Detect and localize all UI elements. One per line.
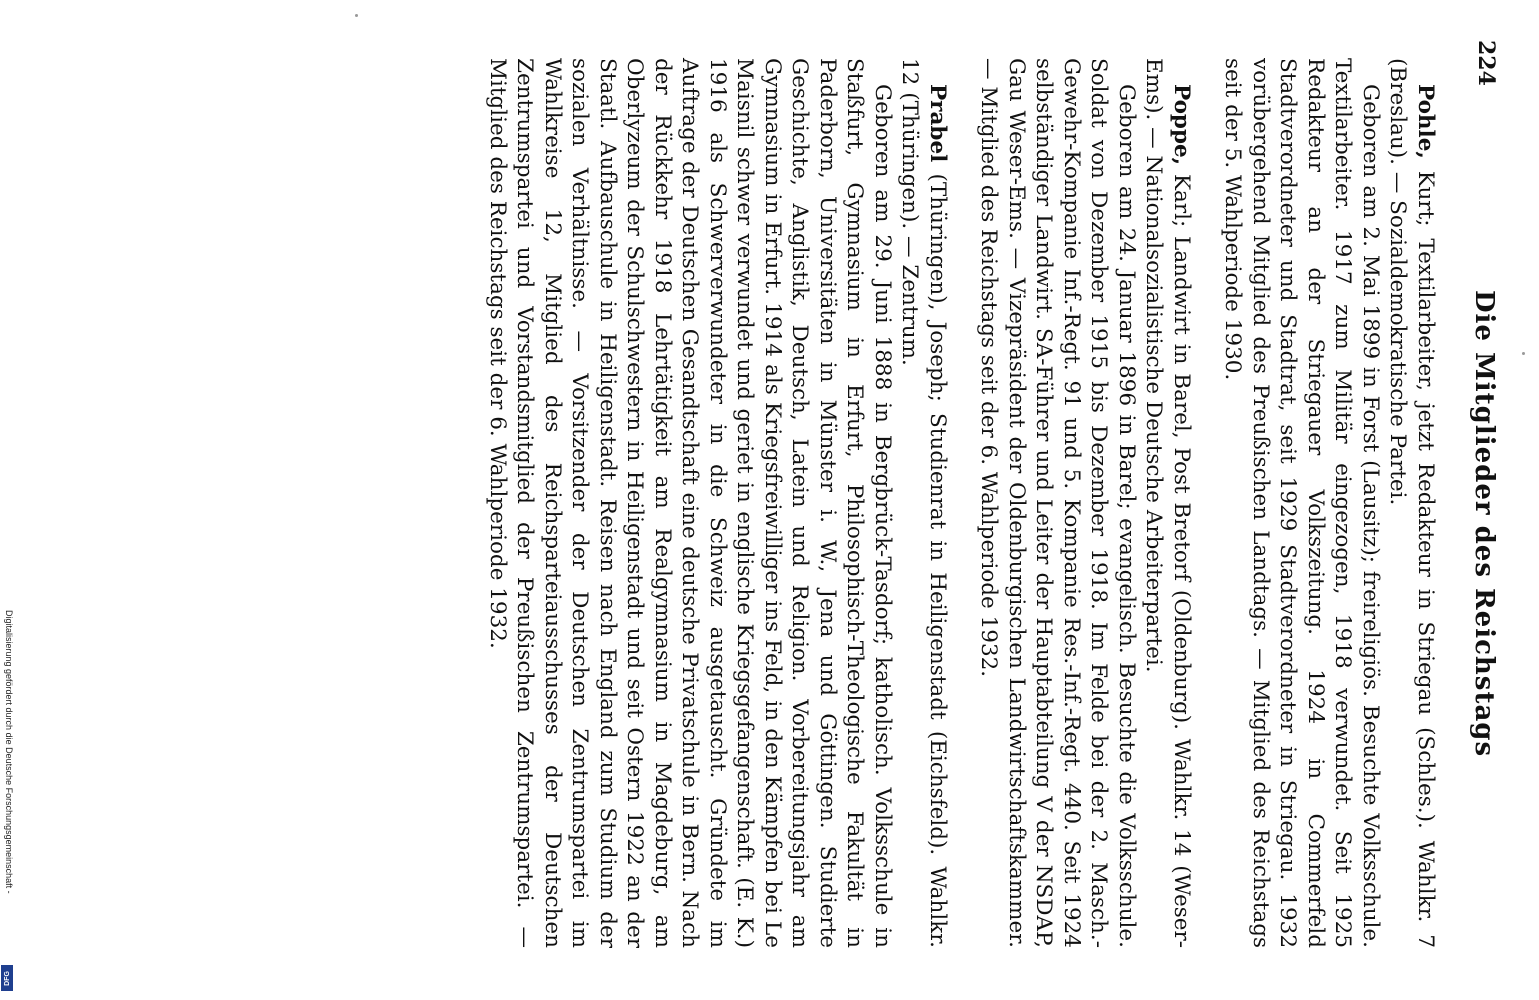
entry-head-text: Kurt; Textilarbeiter, jetzt Redakteur in Striegau (Schles.). Wahlkr. 7 (Breslau). — Sozialdemokratische Partei. xyxy=(1385,58,1438,948)
dfg-logo xyxy=(1,965,13,991)
entry-prabel xyxy=(484,58,952,948)
entry-head-text: Karl; Landwirt in Barel, Post Bretorf (Oldenburg). Wahlkr. 14 (Weser-Ems). — Nationalsozialistische Deutsche Arbeiterpartei. xyxy=(1141,58,1194,948)
entry-poppe xyxy=(975,58,1195,948)
entry-head-text: (Thüringen), Joseph; Studienrat in Heiligenstadt (Eichsfeld). Wahlkr. 12 (Thüringen). — Zentrum. xyxy=(897,58,950,948)
scan-speck xyxy=(355,14,358,17)
entry-biography: Geboren am 24. Januar 1896 in Barel; evangelisch. Besuchte die Volksschule. Soldat von Dezember 1915 bis Dezember 1918. Im Felde bei der 2. Masch.-Gewehr-Kompanie Inf.-Regt. 91 und 5. Kompanie Res.-Inf.-Regt. 440. Seit 1924 selbständiger Landwirt. SA-Führer und Leiter der Hauptabteilung V der NSDAP, Gau Weser-Ems. — Vizepräsident der Oldenburgischen Landwirtschaftskammer. — Mitglied des Reichstags seit der 6. Wahlperiode 1932. xyxy=(976,58,1139,948)
entry-heading xyxy=(1140,58,1195,948)
entry-heading xyxy=(896,58,951,948)
entry-heading xyxy=(1384,58,1439,948)
entry-name: Poppe, xyxy=(1169,84,1194,166)
entry-biography: Geboren am 2. Mai 1899 in Forst (Lausitz); freireligiös. Besuchte Volksschule. Textilarbeiter. 1917 zum Militär eingezogen, 1918 verwundet. Seit 1925 Redakteur an der Striegauer Volkszeitung. 1924 in Commerfeld Stadtverordneter und Stadtrat, seit 1929 Stadtverordneter in Striegau. 1932 vorübergehend Mitglied des Preußischen Landtags. — Mitglied des Reichstags seit der 5. Wahlperiode 1930. xyxy=(1220,58,1383,948)
page-header xyxy=(1459,0,1499,1000)
funding-notice: Digitalisierung gefördert durch die Deutsche Forschungsgemeinschaft - xyxy=(4,610,14,894)
entry-biography: Geboren am 29. Juni 1888 in Bergbrück-Tasdorf; katholisch. Volksschule in Staßfurt, Gymnasium in Erfurt, Philosophisch-Theologische Fakultät in Paderborn, Universitäten in Münster i. W., Jena und Göttingen. Studierte Geschichte, Anglistik, Deutsch, Latein und Religion. Vorbereitungsjahr am Gymnasium in Erfurt. 1914 als Kriegsfreiwilliger ins Feld, in den Kämpfen bei Le Maisnil schwer verwundet und geriet in englische Kriegsgefangenschaft. (E. K.) 1916 als Schwerverwundeter in die Schweiz ausgetauscht. Gründete im Auftrage der Deutschen Gesandtschaft eine deutsche Privatschule in Bern. Nach der Rückkehr 1918 Lehrtätigkeit am Realgymnasium in Magdeburg, am Oberlyzeum der Schulschwestern in Heiligenstadt und seit Ostern 1922 an der Staatl. Aufbauschule in Heiligenstadt. Reisen nach England zum Studium der sozialen Verhältnisse. — Vorsitzender der Deutschen Zentrumspartei im Wahlkreise 12, Mitglied des Reichsparteiausschusses der Deutschen Zentrumspartei und Vorstandsmitglied der Preußischen Zentrumspartei. — Mitglied des Reichstags seit der 6. Wahlperiode 1932. xyxy=(485,58,895,948)
entry-name: Prabel xyxy=(925,84,950,163)
page-number: 224 xyxy=(1473,40,1499,86)
dfg-logo-text: DFG xyxy=(3,970,11,986)
page-body xyxy=(460,58,1440,948)
scan-speck xyxy=(1522,352,1525,355)
entry-pohle xyxy=(1219,58,1439,948)
running-title: Die Mitglieder des Reichstags xyxy=(1469,290,1499,758)
digitization-footer xyxy=(0,0,14,1000)
entry-name: Pohle, xyxy=(1413,84,1438,159)
